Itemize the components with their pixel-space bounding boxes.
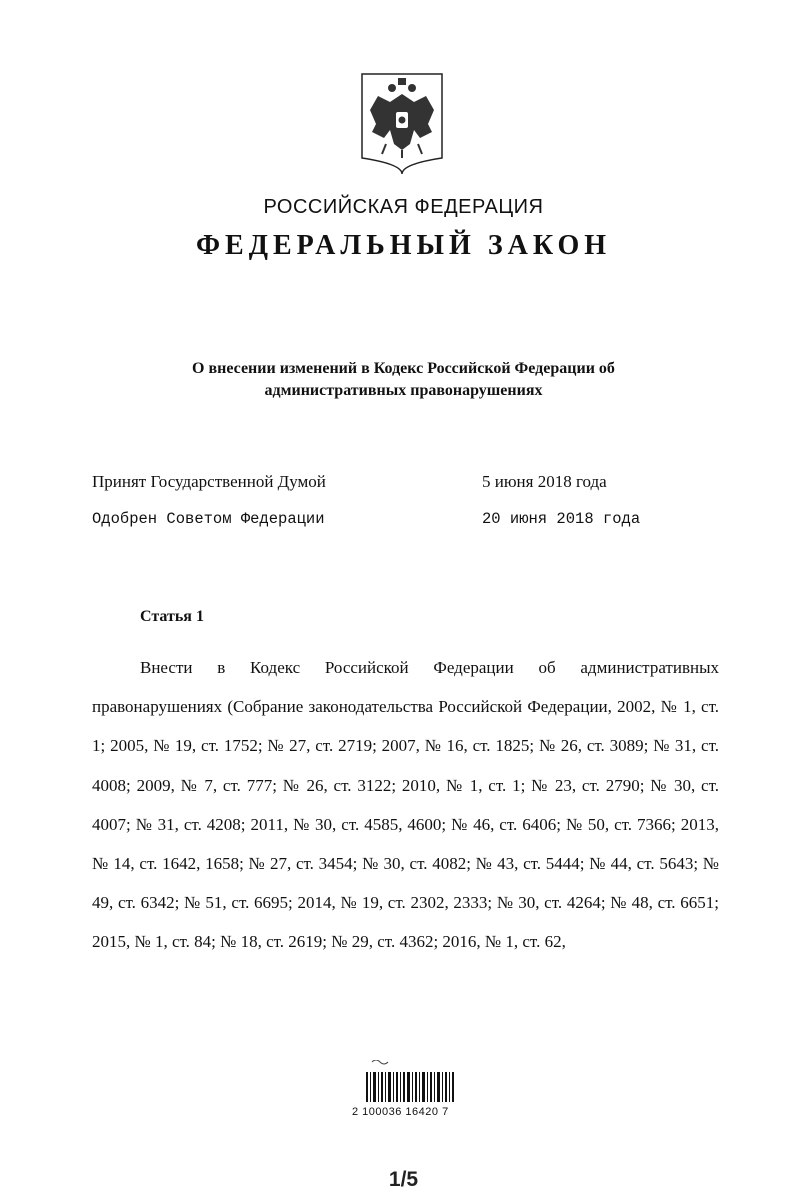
coat-of-arms-icon (360, 72, 444, 176)
council-approval-label: Одобрен Советом Федерации (92, 510, 325, 528)
law-title (100, 358, 707, 402)
duma-adoption-date: 5 июня 2018 года (482, 472, 607, 491)
article-heading: Статья 1 (140, 608, 204, 625)
country-name: РОССИЙСКАЯ ФЕДЕРАЦИЯ (263, 196, 544, 218)
article-body: Внести в Кодекс Российской Федерации об административных правонарушениях (Собрание законодательства Российской Федерации, 2002, № 1, ст. 1; 2005, № 19, ст. 1752; № 27, ст. 2719; 2007, № 16, ст. 1825; № 26, ст. 3089; № 31, ст. 4008; 2009, № 7, ст. 777; № 26, ст. 3122; 2010, № 1, ст. 1; № 23, ст. 2790; № 30, ст. 4007; № 31, ст. 4208; 2011, № 30, ст. 4585, 4600; № 46, ст. 6406; № 50, ст. 7366; 2013, № 14, ст. 1642, 1658; № 27, ст. 3454; № 30, ст. 4082; № 43, ст. 5444; № 44, ст. 5643; № 49, ст. 6342; № 51, ст. 6695; 2014, № 19, ст. 2302, 2333; № 30, ст. 4264; № 48, ст. 6651; 2015, № 1, ст. 84; № 18, ст. 2619; № 29, ст. 4362; 2016, № 1, ст. 62, (92, 658, 719, 952)
page-indicator: 1/5 (388, 1168, 419, 1191)
law-title-line-2: административных правонарушениях (264, 382, 543, 399)
barcode-number: 2 100036 16420 7 (352, 1106, 449, 1118)
document-type: ФЕДЕРАЛЬНЫЙ ЗАКОН (196, 230, 611, 261)
law-title-line-1: О внесении изменений в Кодекс Российской Федерации об (192, 360, 615, 377)
duma-adoption-label: Принят Государственной Думой (92, 472, 326, 491)
council-approval-date: 20 июня 2018 года (482, 510, 641, 528)
